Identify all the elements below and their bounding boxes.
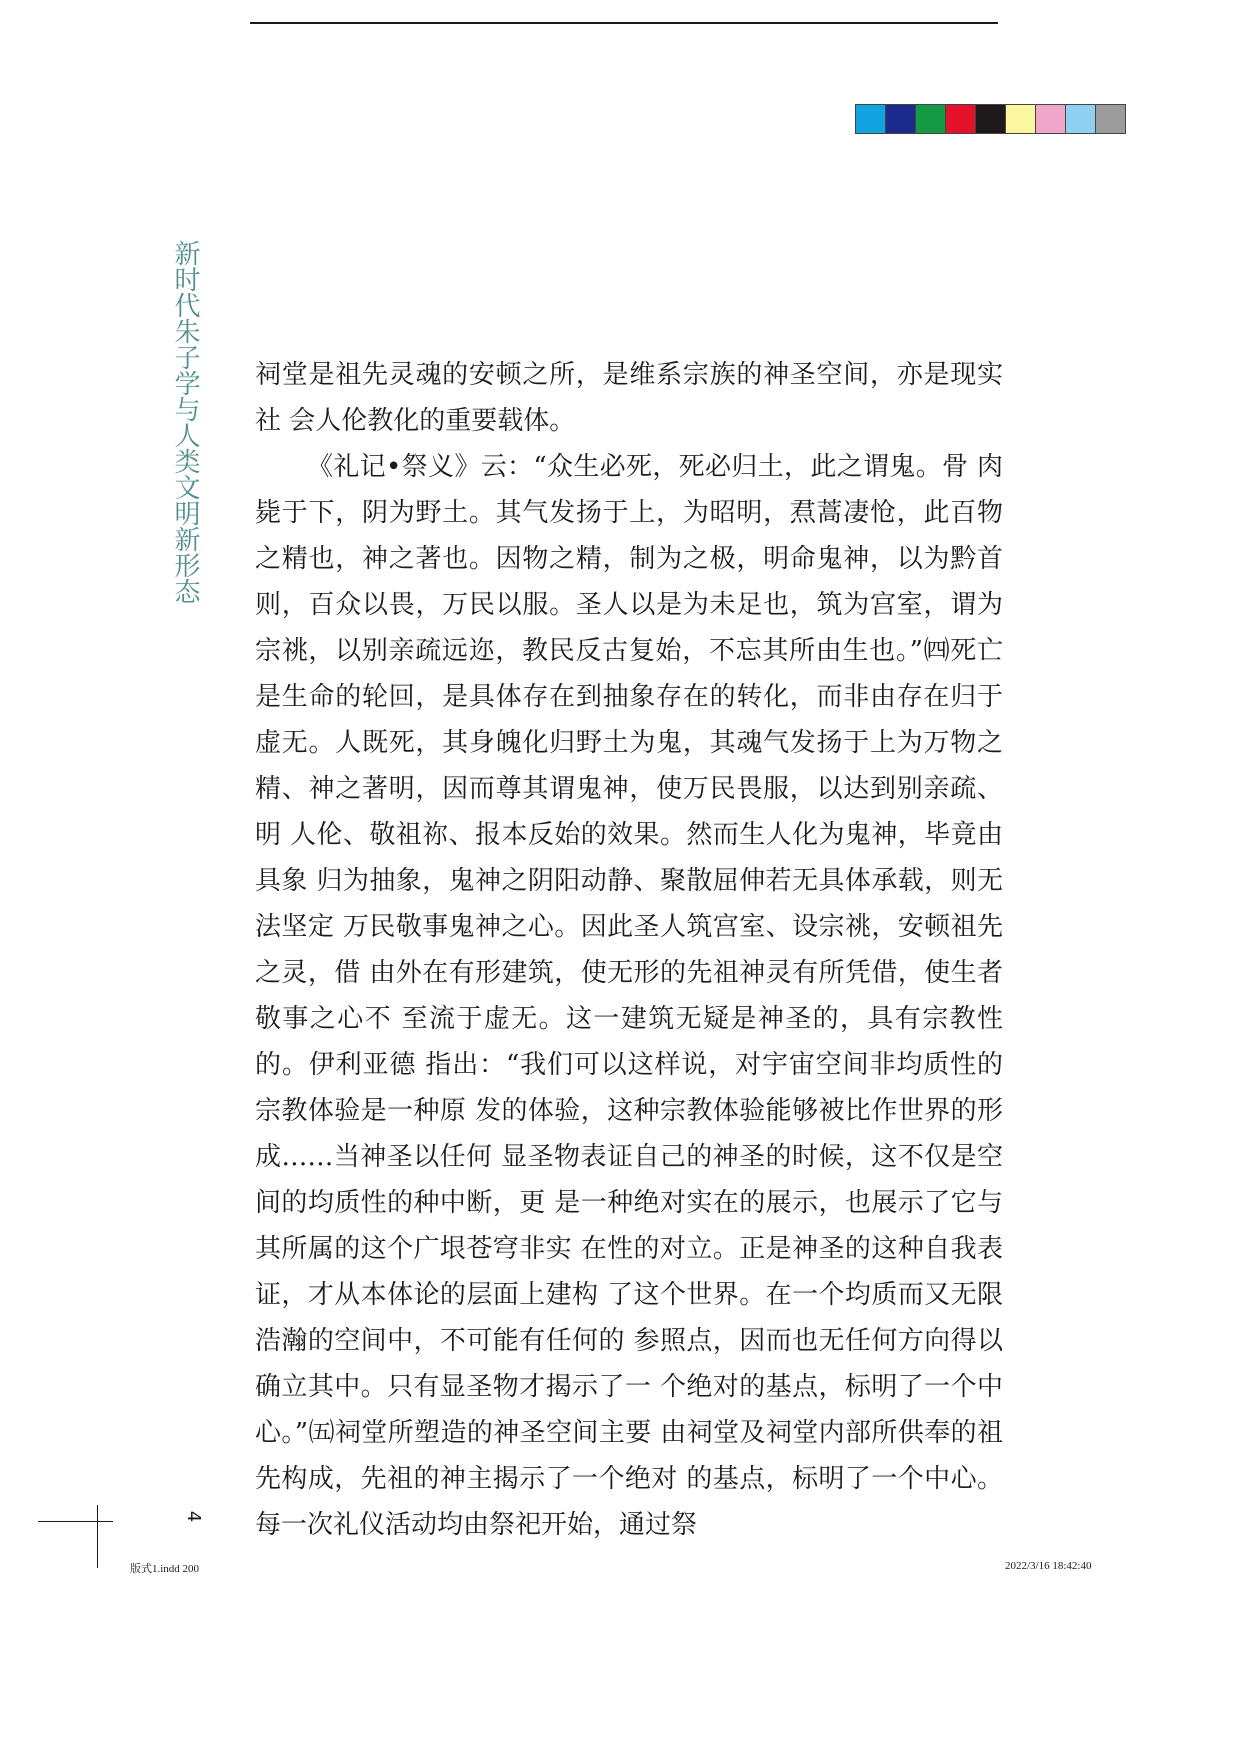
paragraph: 《礼记•祭义》云：“众生必死，死必归土，此之谓鬼。骨 肉毙于下，阴为野土。其气发扬于上，为昭明，焄蒿凄怆，此百物 之精也，神之著也。因物之精，制为之极，明命鬼神，以为黔首 则，百众以畏，万民以服。圣人以是为未足也，筑为宫室，谓为 宗祧，以别亲疏远迩，教民反古复始，不忘其所由生也。”㈣死亡 是生命的轮回，是具体存在到抽象存在的转化，而非由存在归于 虚无。人既死，其身魄化归野土为鬼，其魂气发扬于上为万物之 精、神之著明，因而尊其谓鬼神，使万民畏服，以达到别亲疏、明 人伦、敬祖祢、报本反始的效果。然而生人化为鬼神，毕竟由具象 归为抽象，鬼神之阴阳动静、聚散屈伸若无具体承载，则无法坚定 万民敬事鬼神之心。因此圣人筑宫室、设宗祧，安顿祖先之灵，借 由外在有形建筑，使无形的先祖神灵有所凭借，使生者敬事之心不 至流于虚无。这一建筑无疑是神圣的，具有宗教性的。伊利亚德 指出：“我们可以这样说，对宇宙空间非均质性的宗教体验是一种原 发的体验，这种宗教体验能够被比作世界的形成……当神圣以任何 显圣物表证自己的神圣的时候，这不仅是空间的均质性的种中断，更 是一种绝对实在的展示，也展示了它与其所属的这个广垠苍穹非实 在性的对立。正是神圣的这种自我表证，才从本体论的层面上建构 了这个世界。在一个均质而又无限浩瀚的空间中，不可能有任何的 参照点，因而也无任何方向得以确立其中。只有显圣物才揭示了一 个绝对的基点，标明了一个中心。”㈤祠堂所塑造的神圣空间主要 由祠堂及祠堂内部所供奉的祖先构成，先祖的神主揭示了一个绝对 的基点，标明了一个中心。每一次礼仪活动均由祭祀开始，通过祭 bbox=[255, 452, 1003, 1540]
color-swatch bbox=[976, 105, 1006, 133]
footer-file-name: 版式1.indd 200 bbox=[130, 1563, 200, 1575]
color-swatch bbox=[946, 105, 976, 133]
color-swatch bbox=[1096, 105, 1125, 133]
crop-mark bbox=[38, 1521, 113, 1522]
page-number: 4 bbox=[183, 1510, 205, 1523]
color-calibration-bar bbox=[855, 104, 1126, 134]
top-rule bbox=[250, 22, 998, 24]
color-swatch bbox=[1066, 105, 1096, 133]
color-swatch bbox=[856, 105, 886, 133]
color-swatch bbox=[1006, 105, 1036, 133]
paragraph: 祠堂是祖先灵魂的安顿之所，是维系宗族的神圣空间，亦是现实社 会人伦教化的重要载体。 bbox=[255, 360, 1003, 436]
body-text bbox=[255, 352, 1003, 1548]
color-swatch bbox=[916, 105, 946, 133]
footer-timestamp: 2022/3/16 18:42:40 bbox=[1005, 1560, 1092, 1572]
color-swatch bbox=[886, 105, 916, 133]
running-head-title: 新时代朱子学与人类文明新形态 bbox=[170, 240, 200, 604]
crop-mark bbox=[97, 1505, 98, 1568]
color-swatch bbox=[1036, 105, 1066, 133]
